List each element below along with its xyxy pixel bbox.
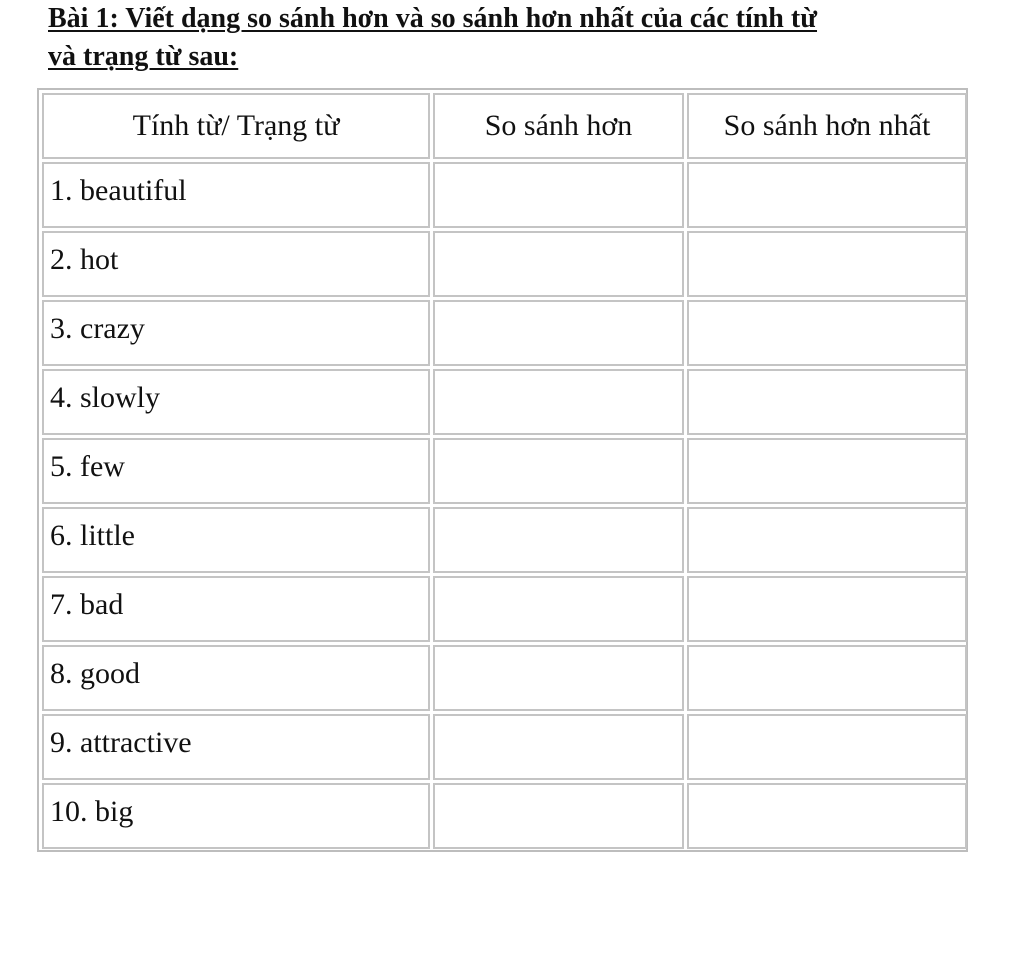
word-cell: 10. big xyxy=(42,783,430,849)
superlative-answer-cell[interactable] xyxy=(687,645,967,711)
table-row xyxy=(42,438,967,504)
word-cell: 4. slowly xyxy=(42,369,430,435)
superlative-answer-cell[interactable] xyxy=(687,714,967,780)
comparative-answer-cell[interactable] xyxy=(433,507,684,573)
comparative-answer-cell[interactable] xyxy=(433,783,684,849)
word-cell: 8. good xyxy=(42,645,430,711)
comparative-answer-cell[interactable] xyxy=(433,162,684,228)
word-cell: 7. bad xyxy=(42,576,430,642)
exercise-table-frame xyxy=(37,88,968,852)
comparative-answer-cell[interactable] xyxy=(433,645,684,711)
superlative-answer-cell[interactable] xyxy=(687,162,967,228)
table-row xyxy=(42,645,967,711)
word-cell: 3. crazy xyxy=(42,300,430,366)
header-superlative: So sánh hơn nhất xyxy=(687,93,967,159)
table-row xyxy=(42,231,967,297)
superlative-answer-cell[interactable] xyxy=(687,783,967,849)
comparative-answer-cell[interactable] xyxy=(433,231,684,297)
table-row xyxy=(42,783,967,849)
comparison-table xyxy=(39,90,970,852)
comparative-answer-cell[interactable] xyxy=(433,576,684,642)
header-comparative: So sánh hơn xyxy=(433,93,684,159)
table-row xyxy=(42,507,967,573)
header-adjective-adverb: Tính từ/ Trạng từ xyxy=(42,93,430,159)
exercise-title xyxy=(48,0,988,76)
table-header-row xyxy=(42,93,967,159)
comparative-answer-cell[interactable] xyxy=(433,300,684,366)
superlative-answer-cell[interactable] xyxy=(687,369,967,435)
comparative-answer-cell[interactable] xyxy=(433,714,684,780)
table-row xyxy=(42,162,967,228)
comparative-answer-cell[interactable] xyxy=(433,438,684,504)
superlative-answer-cell[interactable] xyxy=(687,300,967,366)
table-row xyxy=(42,714,967,780)
word-cell: 5. few xyxy=(42,438,430,504)
word-cell: 2. hot xyxy=(42,231,430,297)
comparative-answer-cell[interactable] xyxy=(433,369,684,435)
exercise-title-line-2: và trạng từ sau: xyxy=(48,41,239,72)
word-cell: 6. little xyxy=(42,507,430,573)
superlative-answer-cell[interactable] xyxy=(687,231,967,297)
word-cell: 9. attractive xyxy=(42,714,430,780)
table-row xyxy=(42,369,967,435)
word-cell: 1. beautiful xyxy=(42,162,430,228)
table-row xyxy=(42,576,967,642)
superlative-answer-cell[interactable] xyxy=(687,507,967,573)
superlative-answer-cell[interactable] xyxy=(687,438,967,504)
exercise-title-line-1: Bài 1: Viết dạng so sánh hơn và so sánh hơn nhất của các tính từ xyxy=(48,3,818,34)
superlative-answer-cell[interactable] xyxy=(687,576,967,642)
table-row xyxy=(42,300,967,366)
